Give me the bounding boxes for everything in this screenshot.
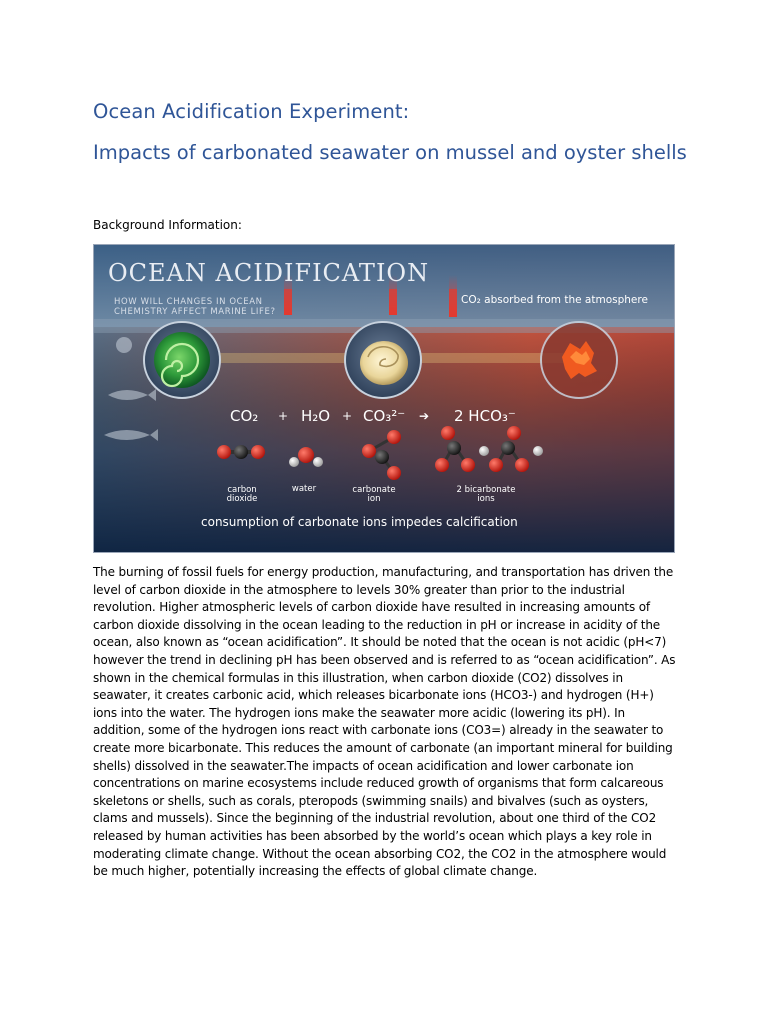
co2-absorbed-note: CO₂ absorbed from the atmosphere	[461, 294, 648, 306]
figure-heading: Ocean Acidification	[108, 259, 430, 287]
equation-plus-2: +	[342, 409, 353, 423]
equation-co2: CO₂	[230, 407, 259, 425]
label-carbon-dioxide-line2: dioxide	[226, 494, 258, 504]
figure-caption: consumption of carbonate ions impedes calcification	[201, 515, 518, 529]
label-bicarbonate-line1: 2 bicarbonate	[456, 485, 516, 495]
label-carbonate-line1: carbonate	[352, 485, 396, 495]
document-title: Ocean Acidification Experiment:	[93, 100, 410, 123]
background-paragraph	[93, 564, 678, 881]
weakened-shell-disc	[345, 322, 421, 398]
paragraph-text: The burning of fossil fuels for energy production, manufacturing, and transportation has driven the level of carbon dioxide in the atmosphere to levels 30% greater than prior to the industrial revolution. Higher atmospheric levels of carbon dioxide have resulted in increasing amounts of carbon dioxide dissolving in the ocean leading to the reduction in pH or increase in acidity of the ocean, also known as “ocean acidification”. It should be noted that the ocean is not acidic (pH<7) however the trend in declining pH has been observed and is referred to as “ocean acidification”. As shown in the chemical formulas in this illustration, when carbon dioxide (CO2) dissolves in seawater, it creates carbonic acid, which releases bicarbonate ions (HCO3-) and hydrogen (H+) ions into the water. The hydrogen ions make the seawater more acidic (lowering its pH). In addition, some of the hydrogen ions react with carbonate ions (CO3=) already in the seawater to create more bicarbonate. This reduces the amount of carbonate (an important mineral for building shells) dissolved in the seawater.The impacts of ocean acidification and lower carbonate ion concentrations on marine ecosystems include reduced growth of organisms that form calcareous skeletons or shells, such as corals, pteropods (swimming snails) and bivalves (such as oysters, clams and mussels). Since the beginning of the industrial revolution, about one third of the CO2 released by human activities has been absorbed by the world’s ocean which plays a key role in moderating climate change. Without the ocean absorbing CO2, the CO2 in the atmosphere would be much higher, potentially increasing the effects of global climate change.	[93, 565, 676, 879]
label-bicarbonate-line2: ions	[477, 494, 495, 504]
ocean-acidification-figure	[93, 244, 675, 553]
section-label: Background Information:	[93, 218, 242, 232]
label-carbonate-line2: ion	[367, 494, 381, 504]
figure-question-line2: chemistry affect marine life?	[114, 307, 276, 317]
equation-co3: CO₃²⁻	[363, 407, 406, 425]
dissolving-shell-disc	[541, 322, 617, 398]
label-water: water	[291, 484, 317, 494]
document-subtitle: Impacts of carbonated seawater on mussel and oyster shells	[93, 141, 687, 164]
figure-question-line1: How will changes in ocean	[114, 297, 263, 307]
equation-arrow: ➔	[419, 409, 430, 423]
equation-hco3: 2 HCO₃⁻	[454, 407, 516, 425]
equation-plus-1: +	[278, 409, 289, 423]
carbon-dioxide-molecule-icon	[217, 445, 265, 459]
healthy-shell-disc	[144, 322, 220, 398]
equation-h2o: H₂O	[301, 407, 331, 425]
label-carbon-dioxide-line1: carbon	[227, 485, 257, 495]
